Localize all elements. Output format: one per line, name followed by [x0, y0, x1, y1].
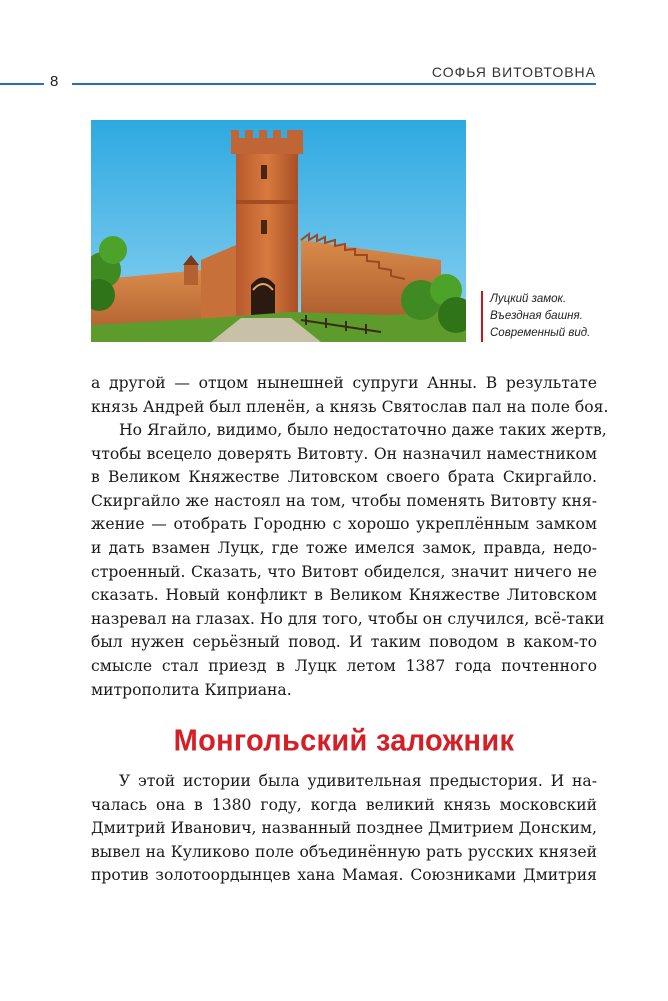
text-line: чтобы всецело доверять Витовту. Он назначил наместником [91, 444, 597, 463]
text-line: князь Андрей был пленён, а князь Святослав пал на поле боя. [91, 397, 609, 416]
text-line: Дмитрий Иванович, названный позднее Дмитрием Донским, [91, 819, 597, 838]
text-line: назревал на глазах. Но для того, чтобы он случился, всё-таки [91, 609, 605, 628]
text-line: в Великом Княжестве Литовском своего брата Скиргайло. [91, 468, 597, 487]
text-line: смысле стал приезд в Луцк летом 1387 года почтенного [91, 656, 597, 675]
photo-caption [481, 291, 630, 342]
text-line: жение — отобрать Городню с хорошо укреплённым замком [91, 515, 597, 534]
text-line: а другой — отцом нынешней супруги Анны. В результате [91, 374, 597, 392]
text-line: чалась она в 1380 году, когда великий князь московский [91, 795, 597, 814]
text-line: Скиргайло же настоял на том, чтобы поменять Витовту кня- [91, 491, 597, 510]
text-line: У этой истории была удивительная предыстория. И на- [119, 772, 597, 790]
castle-illustration [91, 120, 466, 342]
text-line: митрополита Киприана. [91, 680, 292, 699]
text-line: был нужен серьёзный повод. И таким поводом в каком-то [91, 633, 597, 652]
caption-line: Въездная башня. [490, 310, 583, 322]
page-number: 8 [50, 73, 59, 90]
caption-line: Луцкий замок. [490, 293, 567, 305]
running-title: СОФЬЯ ВИТОВТОВНА [431, 64, 596, 80]
text-line: и дать взамен Луцк, где тоже имелся замок, правда, недо- [91, 538, 597, 557]
castle-photo [91, 120, 466, 342]
page-header [0, 0, 668, 100]
paragraph-2 [91, 419, 607, 702]
caption-line: Современный вид. [490, 327, 591, 339]
text-line: против золотоордынцев хана Мамая. Союзниками Дмитрия [91, 866, 597, 885]
header-rule-left [0, 83, 44, 85]
text-line: Но Ягайло, видимо, было недостаточно даже таких жертв, [119, 421, 607, 439]
paragraph-3 [91, 770, 597, 888]
header-rule-right [72, 83, 596, 85]
paragraph-1 [91, 372, 609, 419]
section-title: Монгольский заложник [173, 724, 515, 758]
text-line: сказать. Новый конфликт в Великом Княжестве Литовском [91, 586, 597, 605]
text-line: вывел на Куликово поле объединённую рать русских князей [91, 842, 597, 861]
text-line: строенный. Сказать, что Витовт обиделся, значит ничего не [91, 562, 597, 581]
